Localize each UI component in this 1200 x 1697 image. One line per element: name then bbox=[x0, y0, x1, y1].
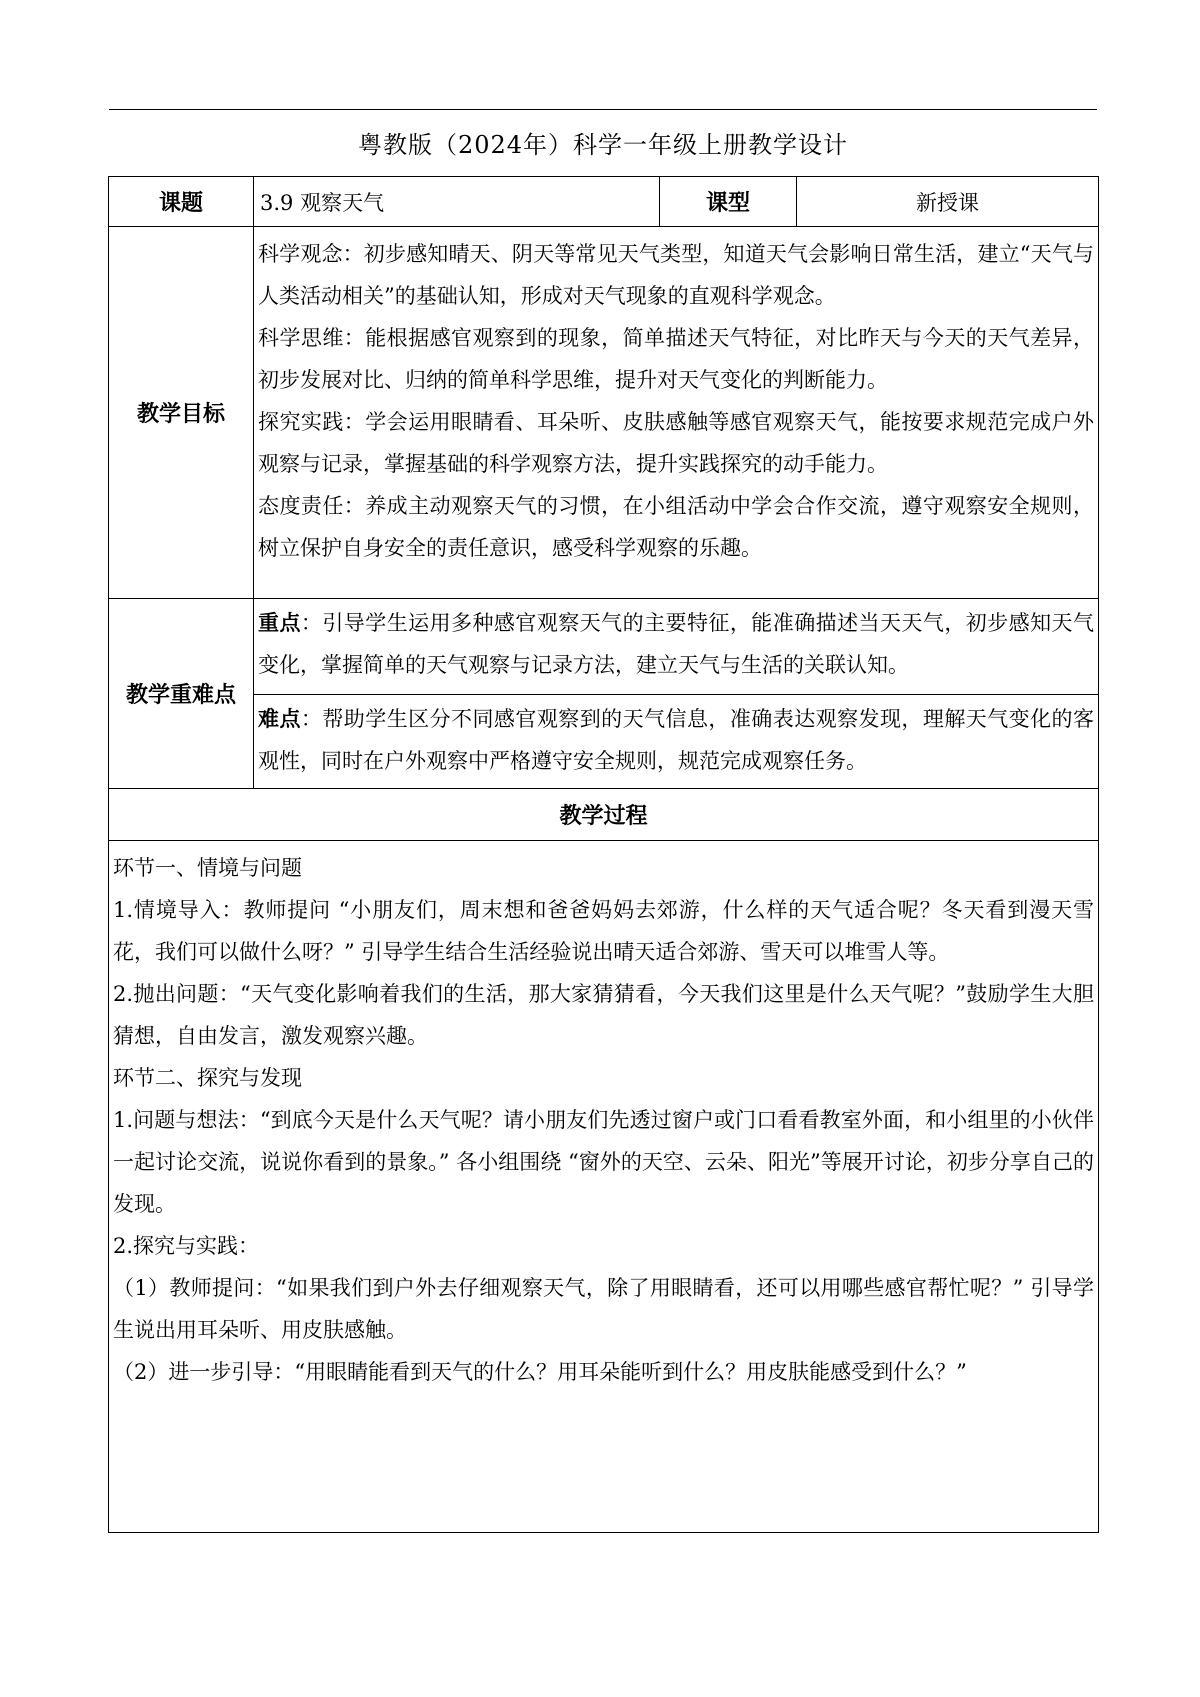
key-point-row bbox=[109, 599, 1099, 695]
difficulty-row bbox=[109, 695, 1099, 789]
objective-paragraph: 探究实践：学会运用眼睛看、耳朵听、皮肤感触等感官观察天气，能按要求规范完成户外观察与记录，掌握基础的科学观察方法，提升实践探究的动手能力。 bbox=[258, 410, 1094, 476]
process-cell bbox=[109, 841, 1099, 1533]
difficulty-label: 难点 bbox=[258, 707, 301, 731]
objective-paragraph: 科学思维：能根据感官观察到的现象，简单描述天气特征，对比昨天与今天的天气差异，初步发展对比、归纳的简单科学思维，提升对天气变化的判断能力。 bbox=[258, 326, 1094, 392]
process-heading: 教学过程 bbox=[109, 789, 1099, 841]
process-paragraph: （1）教师提问：“如果我们到户外去仔细观察天气，除了用眼睛看，还可以用哪些感官帮忙呢？” 引导学生说出用耳朵听、用皮肤感触。 bbox=[113, 1276, 1094, 1342]
difficulty-text: ：帮助学生区分不同感官观察到的天气信息，准确表达观察发现，理解天气变化的客观性，同时在户外观察中严格遵守安全规则，规范完成观察任务。 bbox=[258, 707, 1095, 773]
objectives-cell bbox=[254, 227, 1099, 599]
process-paragraph: 1.情境导入：教师提问 “小朋友们，周末想和爸爸妈妈去郊游，什么样的天气适合呢？冬天看到漫天雪花，我们可以做什么呀？” 引导学生结合生活经验说出晴天适合郊游、雪天可以堆雪人等。 bbox=[113, 898, 1094, 964]
type-value: 新授课 bbox=[797, 177, 1099, 227]
process-header-row bbox=[109, 789, 1099, 841]
topic-label: 课题 bbox=[109, 177, 254, 227]
process-paragraph: 2.探究与实践： bbox=[113, 1234, 260, 1258]
topic-value: 3.9 观察天气 bbox=[254, 177, 660, 227]
key-point-label: 重点 bbox=[258, 611, 301, 635]
process-paragraph: 环节二、探究与发现 bbox=[113, 1066, 302, 1090]
key-point-paragraph bbox=[254, 602, 1098, 686]
key-point-text: ：引导学生运用多种感官观察天气的主要特征，能准确描述当天天气，初步感知天气变化，掌握简单的天气观察与记录方法，建立天气与生活的关联认知。 bbox=[258, 611, 1095, 677]
header-rule bbox=[109, 109, 1097, 110]
objectives-label: 教学目标 bbox=[109, 227, 254, 599]
objective-paragraph: 态度责任：养成主动观察天气的习惯，在小组活动中学会合作交流，遵守观察安全规则，树立保护自身安全的责任意识，感受科学观察的乐趣。 bbox=[258, 494, 1094, 560]
difficulty-paragraph bbox=[254, 698, 1098, 782]
topic-row bbox=[109, 177, 1099, 227]
document-title: 粤教版（2024年）科学一年级上册教学设计 bbox=[357, 131, 849, 159]
objectives-row bbox=[109, 227, 1099, 599]
key-point-cell bbox=[254, 599, 1099, 695]
process-paragraph: 环节一、情境与问题 bbox=[113, 856, 302, 880]
keypoints-label: 教学重难点 bbox=[109, 599, 254, 789]
process-paragraph: 2.抛出问题：“天气变化影响着我们的生活，那大家猜猜看，今天我们这里是什么天气呢？”鼓励学生大胆猜想，自由发言，激发观察兴趣。 bbox=[113, 982, 1094, 1048]
objective-paragraph: 科学观念：初步感知晴天、阴天等常见天气类型，知道天气会影响日常生活，建立“天气与人类活动相关”的基础认知，形成对天气现象的直观科学观念。 bbox=[258, 242, 1094, 308]
process-paragraph: 1.问题与想法：“到底今天是什么天气呢？请小朋友们先透过窗户或门口看看教室外面，和小组里的小伙伴一起讨论交流，说说你看到的景象。” 各小组围绕 “窗外的天空、云朵、阳光”等展开讨论，初步分享自己的发现。 bbox=[113, 1108, 1094, 1216]
process-row bbox=[109, 841, 1099, 1533]
difficulty-cell bbox=[254, 695, 1099, 789]
process-paragraph: （2）进一步引导：“用眼睛能看到天气的什么？用耳朵能听到什么？用皮肤能感受到什么？” bbox=[113, 1360, 967, 1384]
type-label: 课型 bbox=[660, 177, 797, 227]
lesson-plan-table bbox=[108, 176, 1099, 1533]
